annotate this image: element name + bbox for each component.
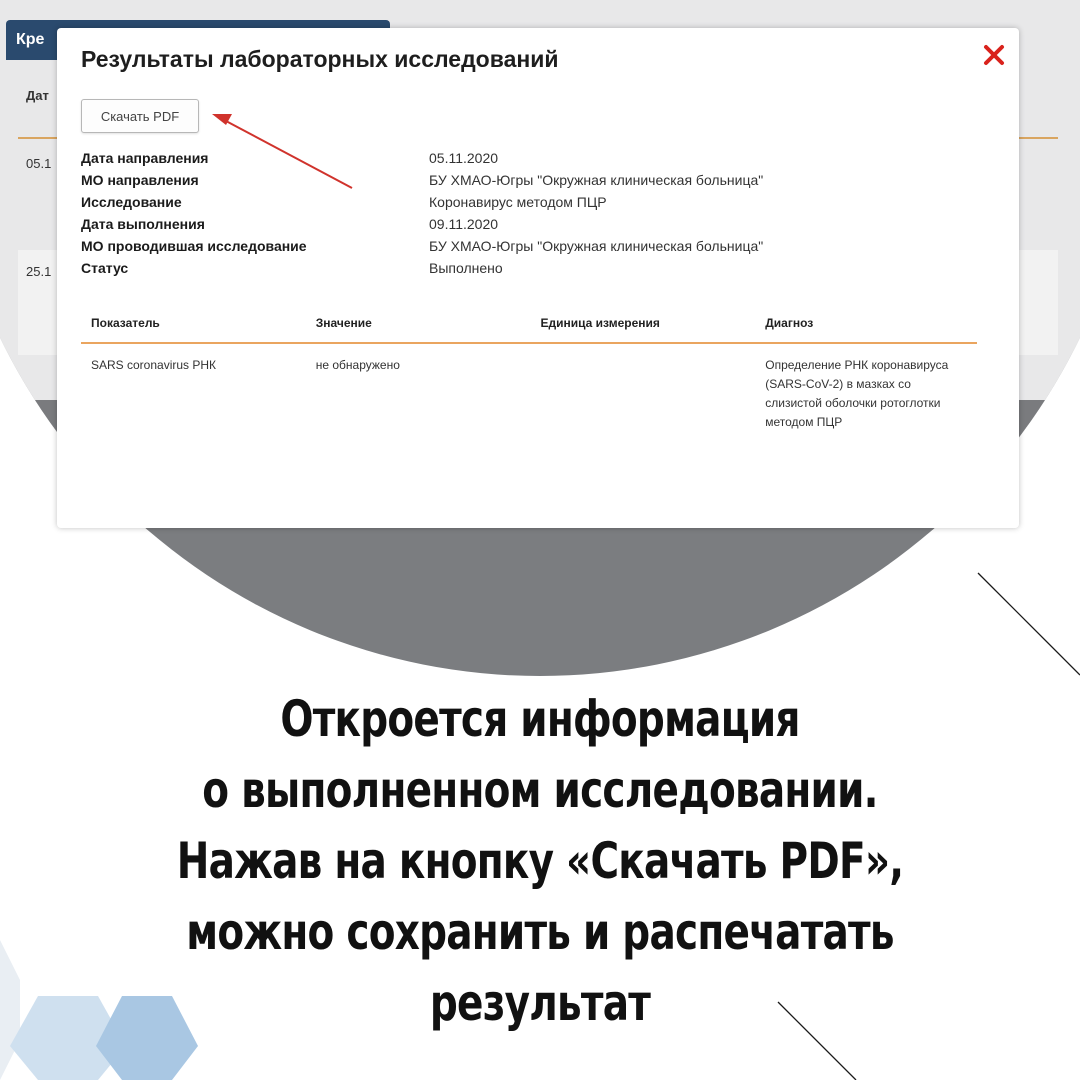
cell-value: не обнаружено bbox=[315, 358, 400, 372]
caption-line: Нажав на кнопку «Скачать PDF», bbox=[176, 832, 904, 890]
info-row bbox=[81, 238, 981, 260]
info-row bbox=[81, 150, 981, 172]
caption-line: Откроется информация bbox=[280, 690, 800, 748]
background-column-label: Дат bbox=[26, 88, 49, 103]
cell-indicator: SARS coronavirus РНК bbox=[91, 358, 217, 372]
info-value: 09.11.2020 bbox=[429, 216, 499, 232]
info-row bbox=[81, 194, 981, 216]
results-table bbox=[81, 308, 977, 444]
caption-line: о выполненном исследовании. bbox=[202, 761, 878, 819]
lab-results-modal bbox=[57, 28, 1019, 528]
background-row-date: 25.1 bbox=[26, 264, 52, 279]
column-header-unit: Единица измерения bbox=[531, 308, 756, 343]
study-info bbox=[81, 150, 981, 282]
info-label: МО проводившая исследование bbox=[81, 238, 307, 254]
info-label: Дата выполнения bbox=[81, 216, 205, 232]
info-label: Статус bbox=[81, 260, 129, 276]
info-row bbox=[81, 260, 981, 282]
info-row bbox=[81, 172, 981, 194]
column-header-indicator: Показатель bbox=[81, 308, 306, 343]
info-label: МО направления bbox=[81, 172, 199, 188]
cell-unit bbox=[531, 343, 756, 444]
hexagon-decor-icon bbox=[0, 940, 20, 1080]
cell-diagnosis: Определение РНК коронавируса (SARS-CoV-2) в мазках со слизистой оболочки ротоглотки методом ПЦР bbox=[765, 358, 949, 429]
modal-title: Результаты лабораторных исследований bbox=[81, 46, 559, 72]
download-pdf-button[interactable]: Скачать PDF bbox=[81, 99, 199, 133]
background-row-date: 05.1 bbox=[26, 156, 52, 171]
table-row bbox=[81, 343, 977, 444]
info-value: Коронавирус методом ПЦР bbox=[429, 194, 607, 210]
caption-line: можно сохранить и распечатать bbox=[186, 903, 894, 961]
info-value: Выполнено bbox=[429, 260, 503, 276]
caption-text bbox=[119, 684, 961, 1039]
decor-line bbox=[978, 573, 1080, 675]
info-value: БУ ХМАО-Югры "Окружная клиническая больница" bbox=[429, 172, 764, 188]
hexagon-decor-icon bbox=[10, 996, 126, 1080]
table-header-row bbox=[81, 308, 977, 343]
close-icon[interactable] bbox=[981, 42, 1007, 68]
info-value: 05.11.2020 bbox=[429, 150, 499, 166]
column-header-diagnosis: Диагноз bbox=[755, 308, 977, 343]
info-row bbox=[81, 216, 981, 238]
background-tab[interactable]: Кре bbox=[6, 20, 390, 60]
caption-line: результат bbox=[429, 974, 651, 1032]
info-label: Исследование bbox=[81, 194, 182, 210]
info-value: БУ ХМАО-Югры "Окружная клиническая больница" bbox=[429, 238, 764, 254]
info-label: Дата направления bbox=[81, 150, 209, 166]
column-header-value: Значение bbox=[306, 308, 531, 343]
